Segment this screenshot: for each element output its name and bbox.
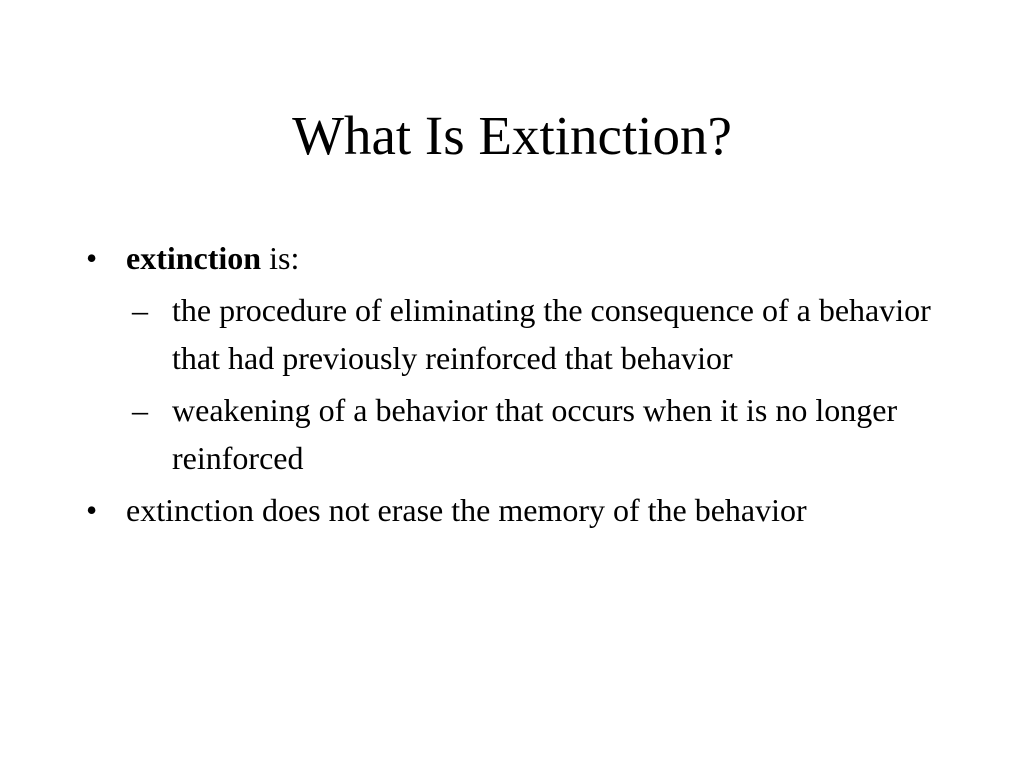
bullet-item xyxy=(86,486,966,534)
bullet-marker: • xyxy=(86,240,98,276)
bullet-list xyxy=(86,234,966,538)
sub-bullet-item xyxy=(132,386,966,482)
bullet-text: is: xyxy=(261,240,300,276)
bullet-marker: • xyxy=(86,492,98,528)
bullet-item xyxy=(86,234,966,282)
sub-bullet-item xyxy=(132,286,966,382)
sub-bullet-marker: – xyxy=(132,292,148,328)
sub-bullet-text: weakening of a behavior that occurs when it is no longer reinforced xyxy=(172,392,898,476)
bullet-term: extinction xyxy=(126,240,262,276)
sub-bullet-text: the procedure of eliminating the consequence of a behavior that had previously reinforced that behavior xyxy=(172,292,931,376)
bullet-text: extinction does not erase the memory of the behavior xyxy=(126,492,807,528)
slide-title: What Is Extinction? xyxy=(292,105,732,166)
sub-bullet-marker: – xyxy=(132,392,148,428)
